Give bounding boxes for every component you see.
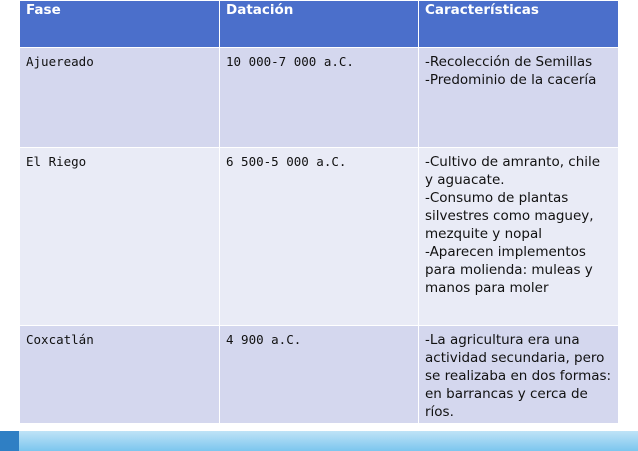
characteristic-line: -Consumo de plantas silvestres como maguey, mezquite y nopal: [425, 190, 594, 242]
table-row: [20, 148, 619, 326]
header-caracteristicas: Características: [419, 1, 619, 48]
cell-fase: El Riego: [20, 148, 220, 326]
slide-margin: [0, 0, 19, 431]
cell-caracteristicas: [419, 326, 619, 424]
phases-table-container: [19, 0, 618, 424]
footer-accent: [0, 431, 19, 451]
header-fase: Fase: [20, 1, 220, 48]
characteristic-line: -Aparecen implementos para molienda: muleas y manos para moler: [425, 244, 593, 296]
table-header-row: [20, 1, 619, 48]
footer-band: [0, 431, 638, 451]
cell-datacion: 10 000-7 000 a.C.: [220, 48, 419, 148]
table-row: [20, 326, 619, 424]
header-datacion: Datación: [220, 1, 419, 48]
cell-datacion: 6 500-5 000 a.C.: [220, 148, 419, 326]
cell-fase: Coxcatlán: [20, 326, 220, 424]
characteristic-line: -Recolección de Semillas: [425, 54, 593, 70]
characteristic-line: -Predominio de la cacería: [425, 72, 597, 88]
characteristic-line: -La agricultura era una actividad secundaria, pero se realizaba en dos formas: en barrancas y cerca de ríos.: [425, 332, 612, 420]
cell-fase: Ajuereado: [20, 48, 220, 148]
cell-caracteristicas: [419, 148, 619, 326]
phases-table: [19, 0, 619, 424]
cell-datacion: 4 900 a.C.: [220, 326, 419, 424]
cell-caracteristicas: [419, 48, 619, 148]
characteristic-line: -Cultivo de amranto, chile y aguacate.: [425, 154, 601, 188]
table-row: [20, 48, 619, 148]
